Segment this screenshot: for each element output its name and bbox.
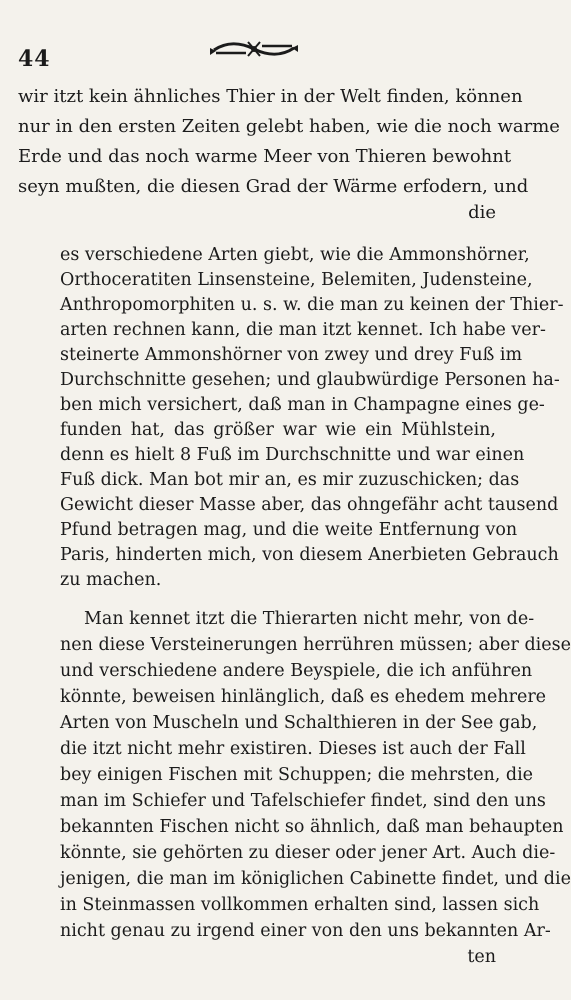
- footnote-line: nicht genau zu irgend einer von den uns bekannten Ar-: [60, 921, 551, 941]
- footnote-line: Anthropomorphiten u. s. w. die man zu keinen der Thier-: [60, 295, 564, 315]
- text-line: wir itzt kein ähnliches Thier in der Welt finden, können: [18, 86, 523, 107]
- footnote-line: zu machen.: [60, 570, 162, 590]
- footnote-line: jenigen, die man im königlichen Cabinette findet, und die: [60, 869, 571, 889]
- footnote-line: Fuß dick. Man bot mir an, es mir zuzuschicken; das: [60, 470, 520, 490]
- footnote-line: denn es hielt 8 Fuß im Durchschnitte und war einen: [60, 445, 525, 465]
- page-number: 44: [18, 46, 51, 72]
- footnote-line: in Steinmassen vollkommen erhalten sind, lassen sich: [60, 895, 540, 915]
- text-line: nur in den ersten Zeiten gelebt haben, wie die noch warme: [18, 116, 560, 137]
- footnote-line: steinerte Ammonshörner von zwey und drey Fuß im: [60, 345, 523, 365]
- footnote-line: man im Schiefer und Tafelschiefer findet, sind den uns: [60, 791, 546, 811]
- text-line: seyn mußten, die diesen Grad der Wärme erfodern, und: [18, 176, 529, 197]
- footnote-line: bey einigen Fischen mit Schuppen; die mehrsten, die: [60, 765, 534, 785]
- text-line: Erde und das noch warme Meer von Thieren bewohnt: [18, 146, 512, 167]
- footnote-line: könnte, sie gehörten zu dieser oder jener Art. Auch die-: [60, 843, 556, 863]
- footnote-line: und verschiedene andere Beyspiele, die ich anführen: [60, 661, 533, 681]
- catchword: die: [468, 202, 496, 223]
- footnote-line: arten rechnen kann, die man itzt kennet. Ich habe ver-: [60, 320, 546, 340]
- footnote-line: bekannten Fischen nicht so ähnlich, daß man behaupten: [60, 817, 564, 837]
- footnote-line: es verschiedene Arten giebt, wie die Ammonshörner,: [60, 245, 530, 265]
- footnote-line: funden hat, das größer war wie ein Mühlstein,: [60, 420, 496, 440]
- footnote-line: die itzt nicht mehr existiren. Dieses ist auch der Fall: [60, 739, 526, 759]
- footnote-line: Gewicht dieser Masse aber, das ohngefähr acht tausend: [60, 495, 559, 515]
- catchword: ten: [467, 947, 496, 967]
- footnote-line: Orthoceratiten Linsensteine, Belemiten, Judensteine,: [60, 270, 533, 290]
- footnote-line: könnte, beweisen hinlänglich, daß es ehedem mehrere: [60, 687, 547, 707]
- printer-ornament-icon: [206, 36, 302, 62]
- footnote-line: ben mich versichert, daß man in Champagne eines ge-: [60, 395, 545, 415]
- footnote-line: Durchschnitte gesehen; und glaubwürdige Personen ha-: [60, 370, 560, 390]
- footnote-line: Pfund betragen mag, und die weite Entfernung von: [60, 520, 518, 540]
- footnote-line: Arten von Muscheln und Schalthieren in der See gab,: [60, 713, 538, 733]
- footnote-line: Paris, hinderten mich, von diesem Anerbieten Gebrauch: [60, 545, 559, 565]
- footnote-line: Man kennet itzt die Thierarten nicht mehr, von de-: [84, 609, 535, 629]
- footnote-line: nen diese Versteinerungen herrühren müssen; aber diese: [60, 635, 571, 655]
